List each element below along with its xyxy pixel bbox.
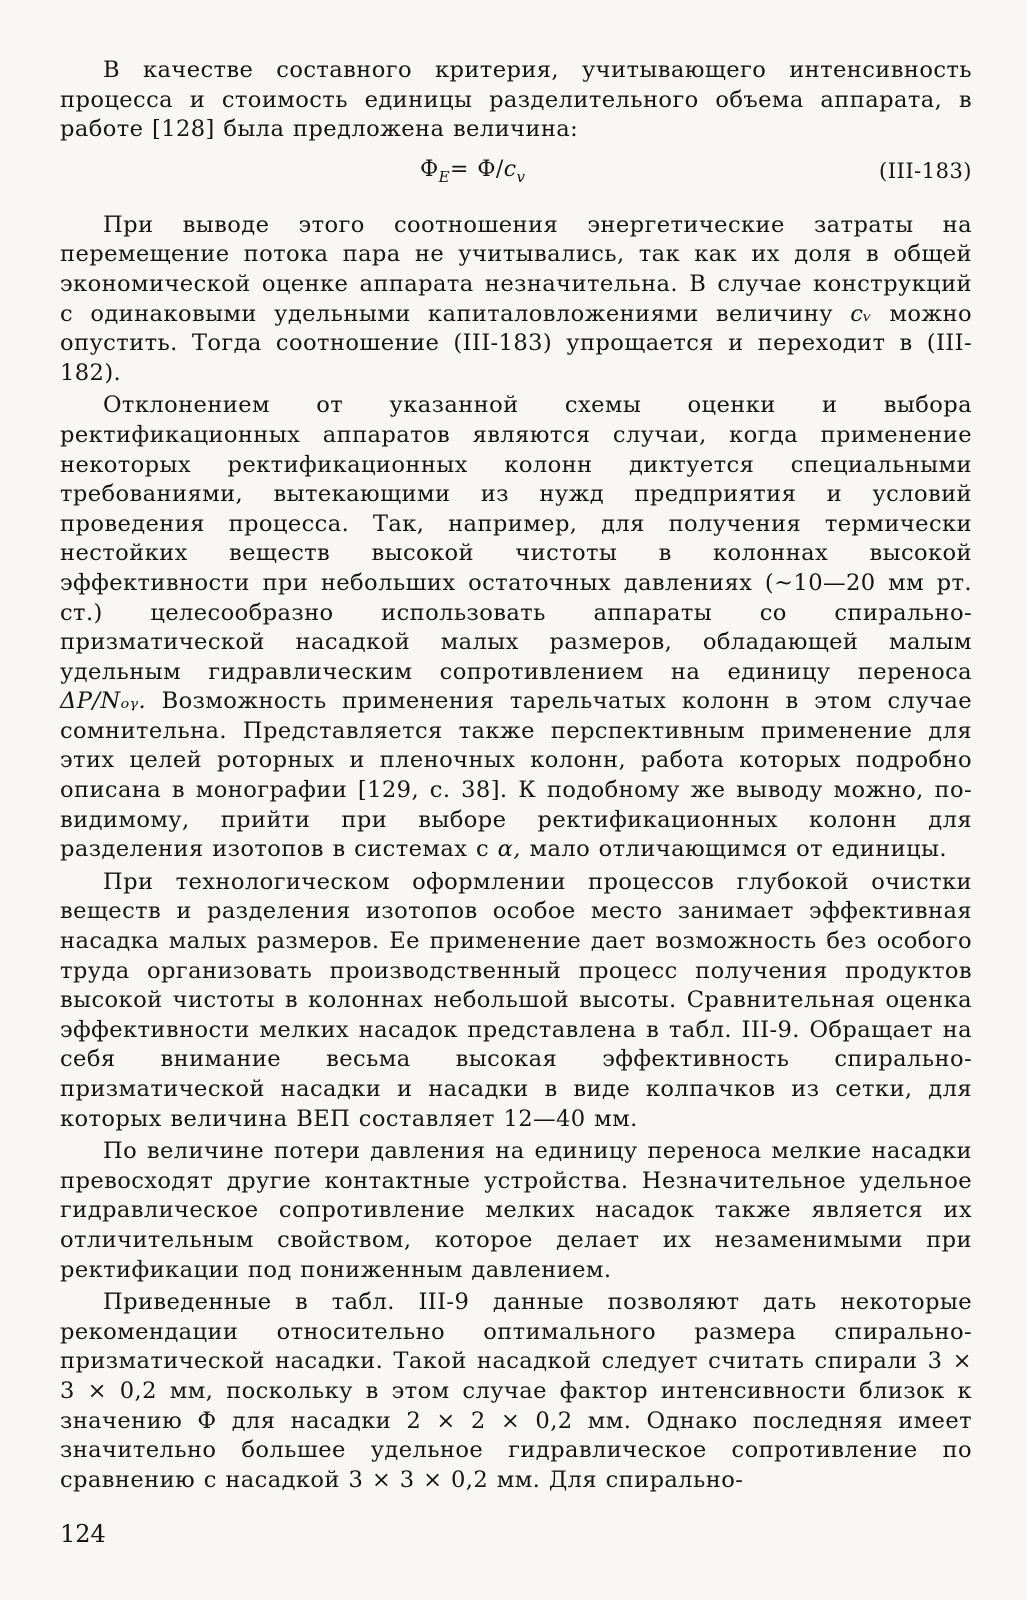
formula-rhs-variable: c — [503, 156, 517, 182]
formula-iii-183 — [420, 155, 525, 193]
paragraph-4 — [60, 868, 972, 1134]
paragraph-2-text: При выводе этого соотношения энергетические затраты на перемещение потока пара не учитывались, так как их доля в общей экономической оценке аппарата незначительна. В случае конструкций с одинаковыми удельными капиталовложениями величину — [60, 211, 972, 327]
paragraph-4-text: При технологическом оформлении процессов глубокой очистки веществ и разделения изотопов особое место занимает эффективная насадка малых размеров. Ее применение дает возможность без особого труда организовать производственный процесс получения продуктов высокой чистоты в колоннах небольшой высоты. Сравнительная оценка эффективности мелких насадок представлена в табл. III-9. Обращает на себя внимание весьма высокая эффективность спирально-призматической насадки и насадки в виде колпачков из сетки, для которых величина ВЕП составляет 12—40 мм. — [60, 868, 972, 1132]
page-number: 124 — [60, 1520, 106, 1548]
paragraph-5-text: По величине потери давления на единицу переноса мелкие насадки превосходят другие контактные устройства. Незначительное удельное гидравлическое сопротивление мелких насадок также является их отличительным свойством, которое делает их незаменимыми при ректификации под пониженным давлением. — [60, 1138, 972, 1283]
paragraph-6 — [60, 1288, 972, 1495]
paragraph-3 — [60, 391, 972, 865]
formula-number: (III-183) — [879, 158, 972, 183]
paragraph-1 — [60, 56, 972, 145]
formula-row — [60, 151, 972, 193]
paragraph-3-end: мало отличающимся от единицы. — [529, 836, 948, 863]
paragraph-2 — [60, 211, 972, 389]
formula-lhs-subscript: E — [438, 167, 451, 186]
paragraph-2-end: можно опустить. Тогда соотношение (III-183) упрощается и переходит в (III-182). — [60, 300, 972, 386]
formula-lhs: Ф — [420, 156, 439, 182]
paragraph-3-middle: Возможность применения тарельчатых колонн в этом случае сомнительна. Представляется также перспективным применение для этих целей роторных и пленочных колонн, работа которых подробно описана в монографии [129, с. 38]. К подобному же выводу можно, по-видимому, прийти при выборе ректификационных колонн для разделения изотопов в системах с — [60, 688, 972, 863]
paragraph-6-text: Приведенные в табл. III-9 данные позволяют дать некоторые рекомендации относительно оптимального размера спирально-призматической насадки. Такой насадкой следует считать спирали 3 × 3 × 0,2 мм, поскольку в этом случае фактор интенсивности близок к значению Ф для насадки 2 × 2 × 0,2 мм. Однако последняя имеет значительно большее удельное гидравлическое сопротивление по сравнению с насадкой 3 × 3 × 0,2 мм. Для спирально- — [60, 1289, 972, 1493]
formula-rhs-subscript: v — [516, 167, 526, 186]
body-text — [60, 56, 972, 1498]
math-dp-noy: ΔP/Nₒᵧ. — [60, 688, 147, 715]
paragraph-5 — [60, 1137, 972, 1285]
variable-cv: cᵥ — [850, 300, 873, 327]
paragraph-3-text: Отклонением от указанной схемы оценки и выбора ректификационных аппаратов являются случаи, когда применение некоторых ректификационных колонн диктуется специальными требованиями, вытекающими из нужд предприятия и условий проведения процесса. Так, например, для получения термически нестойких веществ высокой чистоты в колоннах высокой эффективности при небольших остаточных давлениях (~10—20 мм рт. ст.) целесообразно использовать аппараты со спирально-призматической насадкой малых размеров, обладающей малым удельным гидравлическим сопротивлением на единицу переноса — [60, 392, 972, 685]
paragraph-1-text: В качестве составного критерия, учитывающего интенсивность процесса и стоимость единицы разделительного объема аппарата, в работе [128] была предложена величина: — [60, 57, 972, 143]
math-alpha: α, — [497, 836, 521, 863]
formula-rhs: = Ф/ — [450, 156, 504, 182]
